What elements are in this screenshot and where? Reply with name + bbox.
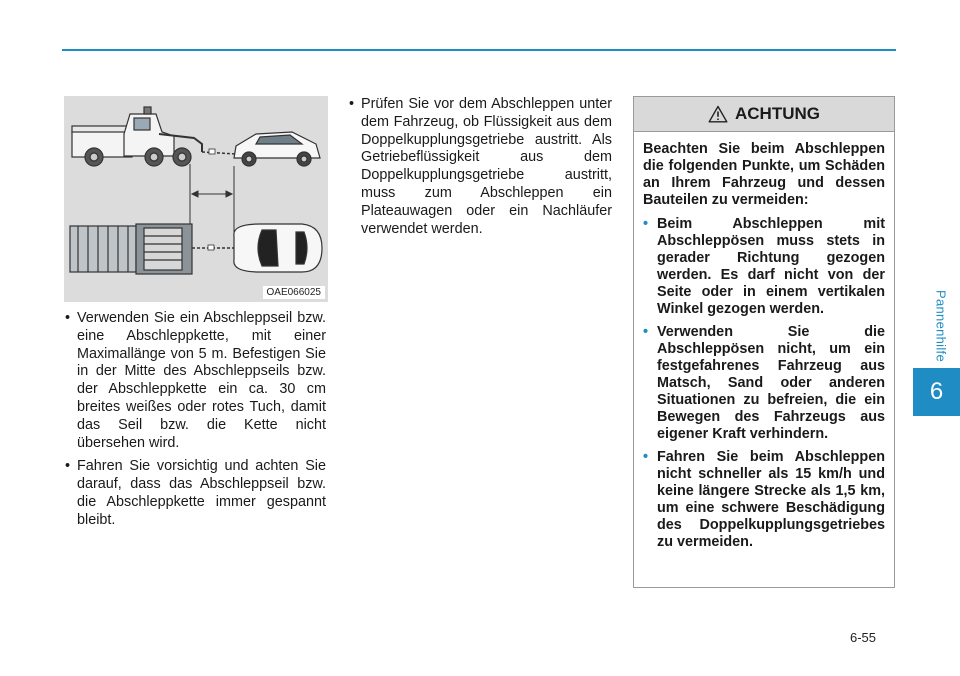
warning-title: ACHTUNG bbox=[735, 104, 820, 123]
warning-box bbox=[633, 96, 895, 588]
towed-car-top-view bbox=[234, 224, 322, 272]
middle-bullet-list bbox=[348, 96, 612, 238]
towing-diagram bbox=[64, 96, 328, 302]
header-rule bbox=[62, 49, 896, 51]
list-item: • Fahren Sie vorsichtig und achten Sie darauf, dass das Abschleppseil bzw. die Abschleppkette immer gespannt bleibt. bbox=[64, 458, 326, 529]
towed-car-side-view bbox=[234, 132, 320, 166]
list-item: • Fahren Sie beim Abschleppen nicht schneller als 15 km/h und keine längere Strecke als 1,5 km, um eine schwere Beschädigung des Doppelkupplungsgetriebes zu vermeiden. bbox=[643, 449, 885, 551]
warning-triangle-icon bbox=[708, 105, 728, 123]
list-item: • Beim Abschleppen mit Abschleppösen muss stets in gerader Richtung gezogen werden. Es darf nicht von der Seite oder in einem vertikalen Winkel gezogen werden. bbox=[643, 216, 885, 318]
middle-text-column bbox=[348, 96, 612, 244]
towing-illustration bbox=[64, 96, 328, 302]
list-item: • Verwenden Sie ein Abschleppseil bzw. eine Abschleppkette, mit einer Maximallänge von 5 m. Befestigen Sie in der Mitte des Abschleppseils bzw. der Abschleppkette ein ca. 30 cm breites weißes oder rotes Tuch, damit das Seil bzw. die Kette nicht übersehen wird. bbox=[64, 310, 326, 452]
list-item: • Prüfen Sie vor dem Abschleppen unter dem Fahrzeug, ob Flüssigkeit aus dem Doppelkupplungsgetriebe austritt. Als Getriebeflüssigkeit aus dem Doppelkupplungsgetriebe austritt, muss zum Abschleppen ein Plateauwagen oder ein Nachläufer verwendet werden. bbox=[348, 96, 612, 238]
warning-list bbox=[643, 216, 885, 551]
warning-body bbox=[634, 132, 894, 551]
page-number: 6-55 bbox=[850, 630, 877, 645]
figure-code: OAE066025 bbox=[263, 286, 326, 299]
chapter-side-label-text: Pannenhilfe bbox=[933, 290, 949, 362]
warning-header bbox=[634, 97, 894, 132]
tow-truck-top-view bbox=[70, 224, 192, 274]
chapter-side-label bbox=[931, 286, 951, 366]
left-bullet-list bbox=[64, 310, 326, 530]
left-text-column bbox=[64, 310, 326, 536]
tow-truck-side-view bbox=[72, 107, 202, 166]
chapter-number-tab: 6 bbox=[913, 368, 960, 416]
warning-intro: Beachten Sie beim Abschleppen die folgenden Punkte, um Schäden an Ihrem Fahrzeug und dessen Bauteilen zu vermeiden: bbox=[643, 141, 885, 208]
list-item: • Verwenden Sie die Abschleppösen nicht, um ein festgefahrenes Fahrzeug aus Matsch, Sand oder anderen Situationen zu befreien, die ein Bewegen des Fahrzeugs aus eigener Kraft verhindern. bbox=[643, 324, 885, 443]
distance-dimension-marker bbox=[190, 164, 234, 248]
tow-rope-side bbox=[202, 152, 236, 154]
